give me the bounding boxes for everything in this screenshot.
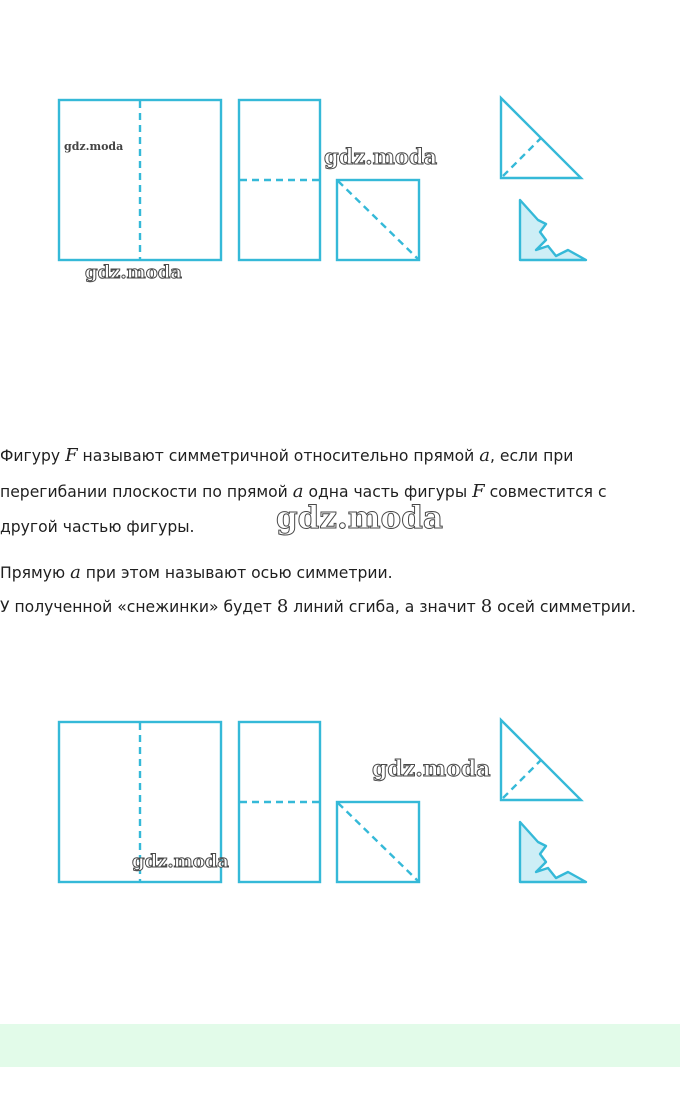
text-fragment: при этом называют осью симметрии.	[80, 564, 393, 582]
paragraph-1	[0, 438, 680, 474]
definition-text	[0, 438, 680, 624]
folding-diagram-bottom	[0, 714, 680, 914]
variable-a: a	[70, 562, 81, 583]
fold-line-triangle	[503, 760, 541, 798]
paragraph-3: другой частью фигуры.	[0, 518, 195, 536]
variable-f: F	[65, 445, 78, 466]
watermark: gdz.moda	[276, 500, 443, 536]
fold-line-diagonal	[338, 803, 418, 881]
folding-diagram-bottom-svg	[0, 714, 680, 914]
cut-triangle	[520, 200, 586, 260]
text-fragment: совместится с	[484, 483, 607, 501]
paragraph-5	[0, 590, 680, 624]
watermark: gdz.moda	[372, 756, 491, 782]
text-fragment: У полученной «снежинки» будет	[0, 598, 277, 616]
text-fragment: одна часть фигуры	[303, 483, 473, 501]
bottom-banner	[0, 1024, 680, 1067]
paragraph-4	[0, 556, 680, 590]
fold-line-triangle	[503, 138, 541, 176]
number: 8	[480, 596, 493, 617]
text-fragment: , если при	[490, 447, 574, 465]
text-fragment: Прямую	[0, 564, 71, 582]
variable-a: a	[479, 445, 490, 466]
cut-triangle	[520, 822, 586, 882]
text-fragment: осей симметрии.	[492, 598, 636, 616]
text-fragment: перегибании плоскости по прямой	[0, 483, 293, 501]
watermark: gdz.moda	[85, 262, 182, 283]
paragraph-2	[0, 474, 680, 510]
text-fragment: Фигуру	[0, 447, 66, 465]
folding-diagram-top	[0, 92, 680, 292]
text-fragment: называют симметричной относительно прямой	[77, 447, 480, 465]
watermark: gdz.moda	[132, 851, 229, 872]
watermark: gdz.moda	[64, 140, 124, 153]
fold-line-diagonal	[338, 181, 418, 259]
folding-diagram-top-svg	[0, 92, 680, 292]
text-fragment: линий сгиба, а значит	[288, 598, 481, 616]
watermark: gdz.moda	[324, 144, 438, 169]
variable-a: a	[292, 481, 304, 502]
number: 8	[276, 596, 289, 617]
variable-f: F	[472, 481, 485, 502]
